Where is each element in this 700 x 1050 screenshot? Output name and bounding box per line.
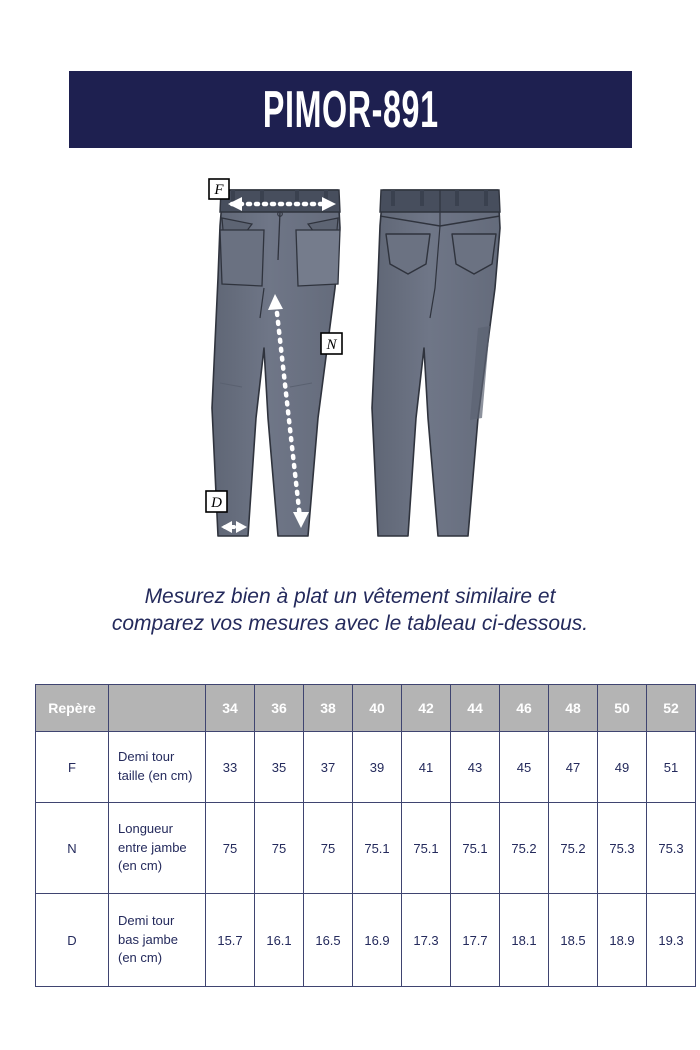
table-header-row [36, 685, 696, 732]
header-size-42: 42 [402, 685, 451, 732]
row-d-value-42: 17.3 [402, 894, 451, 987]
row-n-description: Longueur entre jambe (en cm) [109, 803, 206, 894]
row-n-value-50: 75.3 [598, 803, 647, 894]
row-f-value-38: 37 [304, 732, 353, 803]
row-f-repere: F [36, 732, 109, 803]
row-d-value-46: 18.1 [500, 894, 549, 987]
row-d-value-36: 16.1 [255, 894, 304, 987]
header-description [109, 685, 206, 732]
header-size-50: 50 [598, 685, 647, 732]
row-d-value-34: 15.7 [206, 894, 255, 987]
marker-n [321, 333, 342, 354]
header-size-36: 36 [255, 685, 304, 732]
front-view [212, 190, 340, 536]
row-f-value-34: 33 [206, 732, 255, 803]
row-f-value-40: 39 [353, 732, 402, 803]
back-view [372, 190, 500, 536]
marker-f-label: F [214, 182, 224, 198]
page-title: PIMOR-891 [262, 80, 439, 139]
row-n-value-52: 75.3 [647, 803, 696, 894]
header-size-40: 40 [353, 685, 402, 732]
garment-illustration [190, 168, 520, 558]
header-size-52: 52 [647, 685, 696, 732]
instruction-line-2: comparez vos mesures avec le tableau ci-dessous. [111, 611, 589, 635]
row-d-value-40: 16.9 [353, 894, 402, 987]
marker-f [209, 179, 229, 199]
marker-n-label: N [326, 337, 337, 353]
row-d-value-38: 16.5 [304, 894, 353, 987]
row-d-value-44: 17.7 [451, 894, 500, 987]
row-d-value-50: 18.9 [598, 894, 647, 987]
title-banner [69, 71, 632, 148]
table-header [36, 685, 696, 732]
header-size-38: 38 [304, 685, 353, 732]
header-size-44: 44 [451, 685, 500, 732]
measurement-instruction [50, 584, 650, 638]
row-n-value-42: 75.1 [402, 803, 451, 894]
row-n-repere: N [36, 803, 109, 894]
marker-d-label: D [211, 495, 222, 511]
row-n-value-48: 75.2 [549, 803, 598, 894]
size-table [35, 684, 696, 987]
table-row [36, 803, 696, 894]
row-d-value-52: 19.3 [647, 894, 696, 987]
row-d-value-48: 18.5 [549, 894, 598, 987]
row-d-description: Demi tour bas jambe (en cm) [109, 894, 206, 987]
table-row [36, 894, 696, 987]
row-n-value-38: 75 [304, 803, 353, 894]
instruction-line-1: Mesurez bien à plat un vêtement similaire et [144, 585, 556, 608]
header-size-48: 48 [549, 685, 598, 732]
row-f-value-42: 41 [402, 732, 451, 803]
row-f-value-44: 43 [451, 732, 500, 803]
row-f-value-50: 49 [598, 732, 647, 803]
row-f-description: Demi tour taille (en cm) [109, 732, 206, 803]
row-n-value-34: 75 [206, 803, 255, 894]
size-table-container [35, 684, 684, 987]
table-body [36, 732, 696, 987]
row-f-value-48: 47 [549, 732, 598, 803]
header-repere: Repère [36, 685, 109, 732]
row-f-value-46: 45 [500, 732, 549, 803]
row-n-value-44: 75.1 [451, 803, 500, 894]
row-n-value-36: 75 [255, 803, 304, 894]
table-row [36, 732, 696, 803]
row-f-value-36: 35 [255, 732, 304, 803]
row-n-value-40: 75.1 [353, 803, 402, 894]
row-f-value-52: 51 [647, 732, 696, 803]
row-n-value-46: 75.2 [500, 803, 549, 894]
marker-d [206, 491, 227, 512]
header-size-34: 34 [206, 685, 255, 732]
header-size-46: 46 [500, 685, 549, 732]
row-d-repere: D [36, 894, 109, 987]
